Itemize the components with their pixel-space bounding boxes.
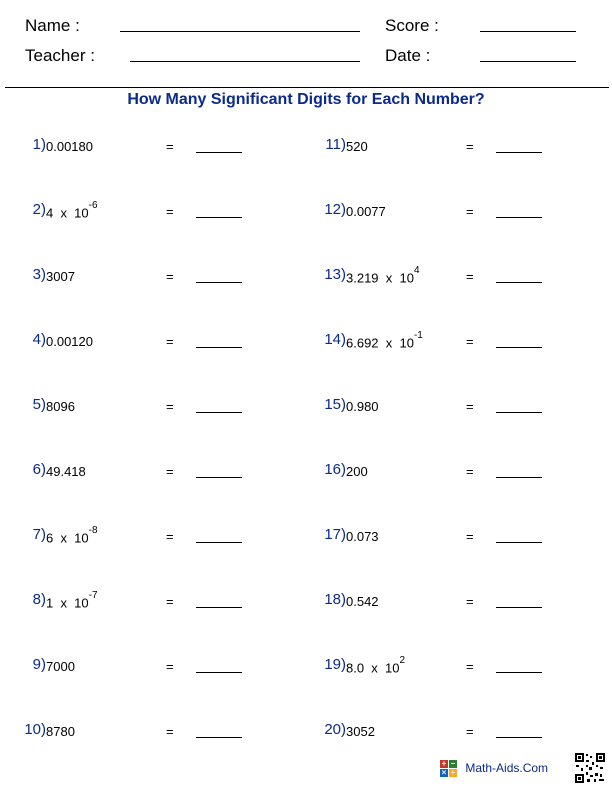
expression-exponent: -8 [88,525,98,536]
teacher-field[interactable] [130,61,360,62]
expression-base: 6.692 x 10 [346,335,414,351]
problem-item [10,591,300,611]
problem-item [10,136,300,156]
expression-base: 3.219 x 10 [346,270,414,286]
expression-base: 0.0077 [346,204,386,219]
answer-blank[interactable] [196,477,242,478]
header-divider [5,87,609,88]
equals-sign: = [166,724,174,739]
answer-blank[interactable] [196,282,242,283]
times-glyph: × [441,768,447,777]
answer-blank[interactable] [496,542,542,543]
answer-blank[interactable] [496,152,542,153]
problem-item [10,201,300,221]
answer-blank[interactable] [196,737,242,738]
problem-expression [346,724,375,739]
equals-sign: = [466,529,474,544]
equals-sign: = [166,334,174,349]
problem-item [10,331,300,351]
math-operators-icon [440,760,458,778]
expression-exponent: -6 [88,200,98,211]
score-field[interactable] [480,31,576,32]
answer-blank[interactable] [496,607,542,608]
divide-glyph: ÷ [450,768,456,777]
problem-item [310,461,600,481]
expression-base: 49.418 [46,464,86,479]
equals-sign: = [466,139,474,154]
date-field[interactable] [480,61,576,62]
answer-blank[interactable] [496,477,542,478]
problem-expression [46,200,98,221]
answer-blank[interactable] [496,672,542,673]
expression-base: 3007 [46,269,75,284]
problem-expression [46,464,86,479]
expression-base: 520 [346,139,368,154]
problem-expression [346,265,420,286]
answer-blank[interactable] [496,412,542,413]
equals-sign: = [466,399,474,414]
problem-expression [46,659,75,674]
problem-number: 6) [32,461,46,478]
expression-base: 0.073 [346,529,379,544]
problem-item [10,396,300,416]
expression-base: 0.00120 [46,334,93,349]
problem-item [10,721,300,741]
answer-blank[interactable] [196,542,242,543]
problem-item [310,591,600,611]
problem-item [310,721,600,741]
equals-sign: = [466,269,474,284]
problem-number: 13) [324,266,346,283]
expression-exponent: -7 [88,590,98,601]
equals-sign: = [166,464,174,479]
equals-sign: = [166,269,174,284]
problem-item [310,526,600,546]
equals-sign: = [466,724,474,739]
equals-sign: = [166,139,174,154]
problem-expression [46,399,75,414]
problem-item [310,201,600,221]
problem-number: 11) [325,136,346,153]
problem-item [310,331,600,351]
problem-number: 15) [324,396,346,413]
answer-blank[interactable] [496,282,542,283]
problem-expression [346,594,379,609]
problem-item [310,656,600,676]
expression-base: 4 x 10 [46,205,89,221]
expression-base: 3052 [346,724,375,739]
problem-number: 20) [324,721,346,738]
problem-number: 12) [324,201,346,218]
expression-exponent: 4 [413,265,420,276]
problem-number: 9) [32,656,46,673]
expression-base: 0.542 [346,594,379,609]
problem-number: 10) [24,721,46,738]
problem-number: 8) [32,591,46,608]
problem-number: 3) [32,266,46,283]
expression-base: 1 x 10 [46,595,89,611]
equals-sign: = [466,659,474,674]
expression-base: 8096 [46,399,75,414]
problem-number: 18) [324,591,346,608]
expression-base: 7000 [46,659,75,674]
worksheet-title: How Many Significant Digits for Each Number? [127,91,485,108]
answer-blank[interactable] [196,672,242,673]
site-logo [440,760,548,778]
name-label: Name : [25,16,80,35]
answer-blank[interactable] [496,737,542,738]
problem-number: 7) [32,526,46,543]
answer-blank[interactable] [196,152,242,153]
problem-expression [346,139,368,154]
problem-expression [346,529,379,544]
problem-number: 4) [32,331,46,348]
equals-sign: = [466,204,474,219]
equals-sign: = [166,659,174,674]
expression-base: 8.0 x 10 [346,660,400,676]
problem-number: 14) [324,331,346,348]
problem-item [310,396,600,416]
qr-code-icon [574,752,606,784]
expression-base: 6 x 10 [46,530,89,546]
name-field[interactable] [120,31,360,32]
date-label: Date : [385,46,431,65]
answer-blank[interactable] [196,347,242,348]
problem-expression [346,330,423,351]
problem-expression [46,269,75,284]
problem-item [10,266,300,286]
expression-exponent: -1 [413,330,423,341]
score-label: Score : [385,16,439,35]
answer-blank[interactable] [496,347,542,348]
teacher-label: Teacher : [25,46,95,65]
problem-number: 2) [32,201,46,218]
problem-number: 19) [324,656,346,673]
equals-sign: = [166,529,174,544]
answer-blank[interactable] [196,607,242,608]
problem-item [10,656,300,676]
problem-expression [46,139,93,154]
expression-exponent: 2 [399,655,406,666]
problem-expression [46,724,75,739]
problem-expression [346,464,368,479]
equals-sign: = [166,399,174,414]
answer-blank[interactable] [496,217,542,218]
problem-item [10,526,300,546]
expression-base: 0.980 [346,399,379,414]
equals-sign: = [166,594,174,609]
answer-blank[interactable] [196,217,242,218]
problem-item [310,266,600,286]
problem-number: 1) [32,136,46,153]
problem-expression [46,590,98,611]
expression-base: 8780 [46,724,75,739]
plus-glyph: + [441,759,447,768]
site-name: Math-Aids.Com [465,761,549,776]
equals-sign: = [166,204,174,219]
problem-expression [346,204,386,219]
problem-number: 5) [32,396,46,413]
equals-sign: = [466,334,474,349]
equals-sign: = [466,594,474,609]
equals-sign: = [466,464,474,479]
problem-item [10,461,300,481]
expression-base: 200 [346,464,368,479]
problem-number: 17) [324,526,346,543]
problem-expression [346,399,379,414]
answer-blank[interactable] [196,412,242,413]
problem-expression [346,655,406,676]
problem-item [310,136,600,156]
problem-expression [46,334,93,349]
problem-expression [46,525,98,546]
expression-base: 0.00180 [46,139,93,154]
minus-glyph: − [450,759,456,768]
problem-number: 16) [324,461,346,478]
